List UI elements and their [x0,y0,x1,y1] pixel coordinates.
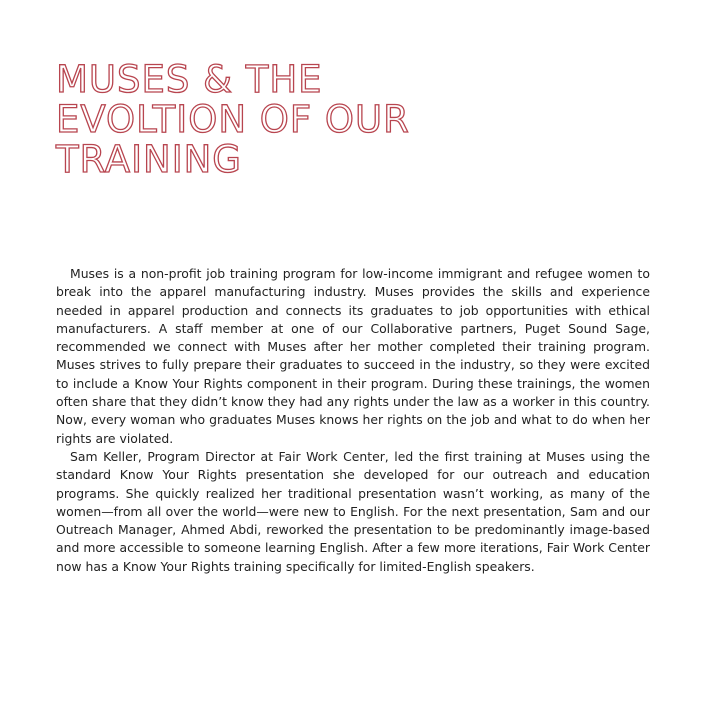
paragraph-training-evolution: Sam Keller, Program Director at Fair Work Center, led the first training at Muses using the standard Know Your Rights presentation she developed for our outreach and education programs. She quickly realized her traditional presentation wasn’t working, as many of the women—from all over the world—were new to English. For the next presentation, Sam and our Outreach Manager, Ahmed Abdi, reworked the presentation to be predominantly image-based and more accessible to someone learning English. After a few more iterations, Fair Work Center now has a Know Your Rights training specifically for limited-English speakers. [56,448,650,574]
article-body [56,265,650,576]
title-line-2: EVOLTION OF OUR [56,98,410,141]
paragraph-muses-program: Muses is a non-profit job training program for low-income immigrant and refugee women to break into the apparel manufacturing industry. Muses provides the skills and experience needed in apparel production and connects its graduates to job opportunities with ethical manufacturers. A staff member at one of our Collaborative partners, Puget Sound Sage, recommended we connect with Muses after her mother completed their training program. Muses strives to fully prepare their graduates to succeed in the industry, so they were excited to include a Know Your Rights component in their program. During these trainings, the women often share that they didn’t know they had any rights under the law as a worker in this country. Now, every woman who graduates Muses knows her rights on the job and what to do when her rights are violated. [56,266,650,446]
title-line-3: TRAINING [56,138,242,181]
title-line-1: MUSES & THE [56,58,323,101]
page-title [56,60,410,180]
